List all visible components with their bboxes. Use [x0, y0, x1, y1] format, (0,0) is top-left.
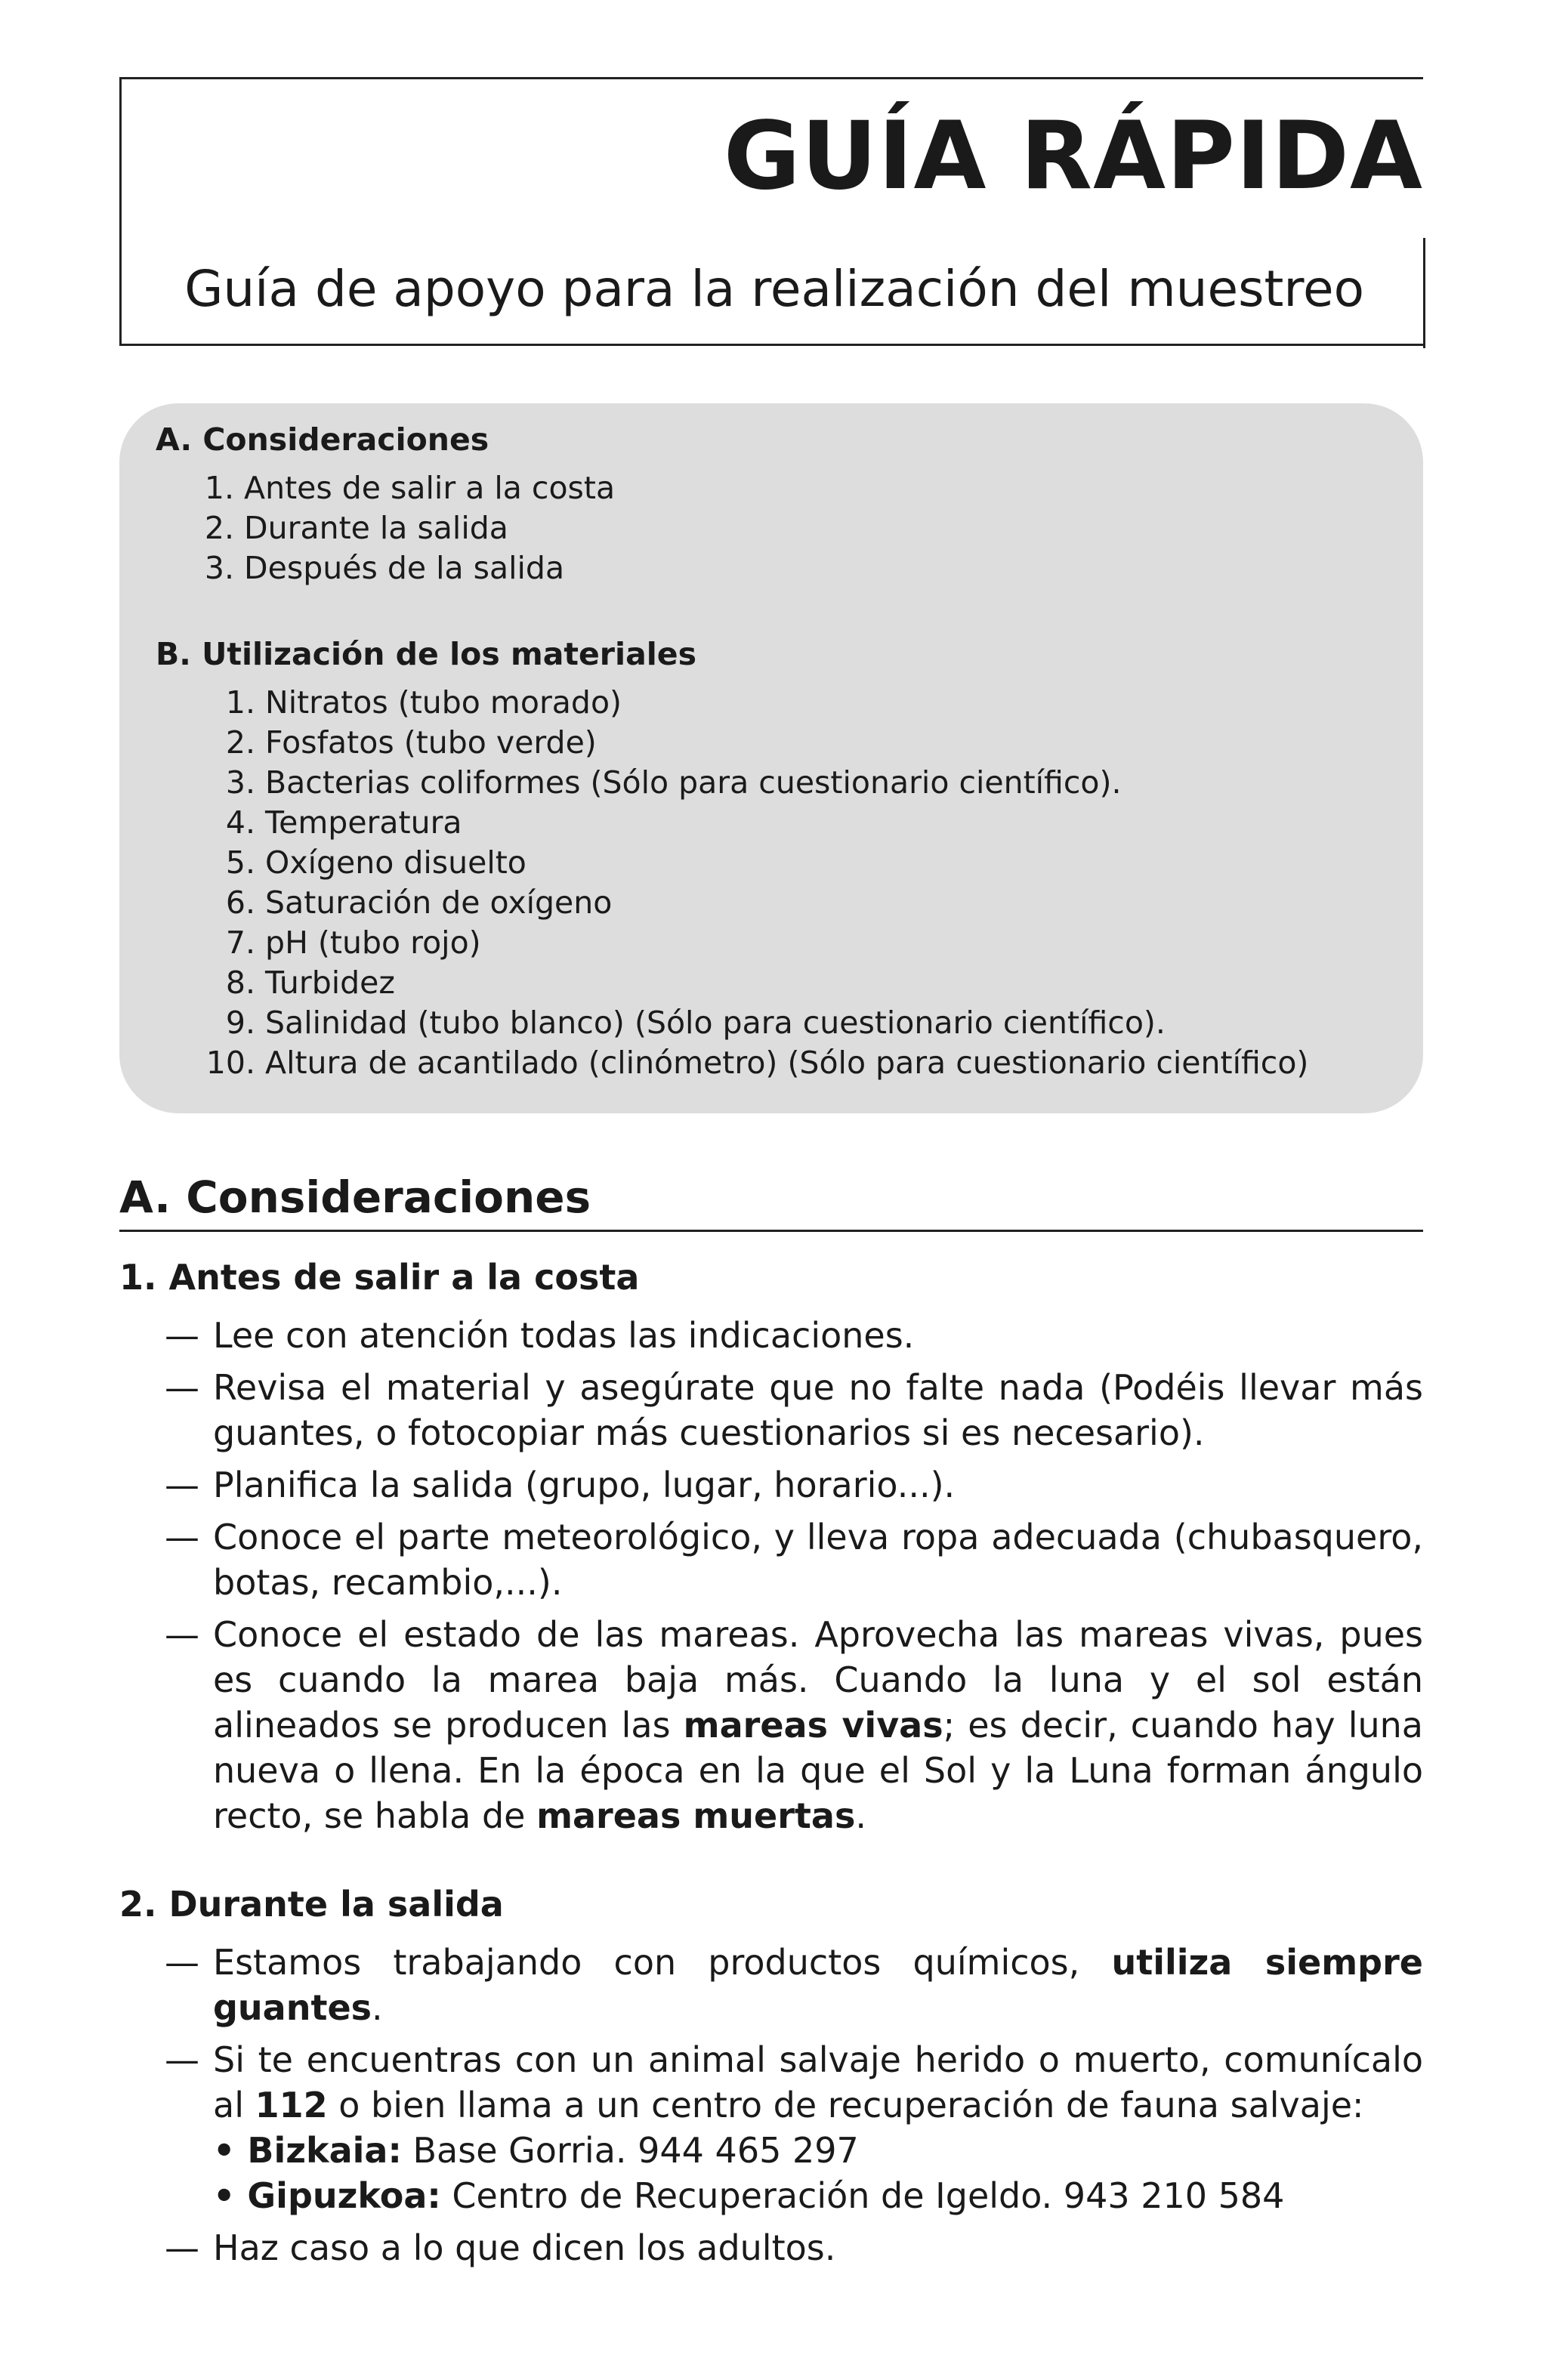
list-item: 2. Fosfatos (tubo verde) [225, 724, 597, 761]
subsection-title-2: 2. Durante la salida [119, 1884, 504, 1925]
title-box-right-line [1423, 238, 1425, 348]
page-title: GUÍA RÁPIDA [723, 102, 1423, 211]
page-subtitle: Guía de apoyo para la realización del muestreo [184, 260, 1364, 318]
section-title: A. Consideraciones [119, 1175, 1423, 1232]
dash-marker: — [165, 2039, 199, 2080]
list-item: — Si te encuentras con un animal salvaje herido o muerto, comunícalo al 112 o bien llama a un centro de recuperación de fauna salvaje: • Bizkaia: Base Gorria. 944 465 297 • Gipuzkoa: Centro de Recuperación de Igeldo. 943 210 584 [165, 2037, 1423, 2218]
contact-gipuzkoa: • Gipuzkoa: Centro de Recuperación de Igeldo. 943 210 584 [213, 2175, 1285, 2216]
list-item: 8. Turbidez [225, 965, 395, 1001]
list-item: 1. Nitratos (tubo morado) [225, 684, 622, 721]
list-item: 2. Durante la salida [204, 510, 508, 546]
list-item: 3. Después de la salida [204, 550, 565, 586]
dash-marker: — [165, 1315, 199, 1356]
list-item: 7. pH (tubo rojo) [225, 925, 481, 961]
list-item: — Planifica la salida (grupo, lugar, horario...). [165, 1462, 1423, 1508]
list-item: — Lee con atención todas las indicaciones. [165, 1313, 1423, 1358]
subsection-title-1: 1. Antes de salir a la costa [119, 1257, 640, 1298]
list-item: — Estamos trabajando con productos químicos, utiliza siempre guantes. [165, 1940, 1423, 2030]
summary-box [119, 403, 1423, 1113]
list-item: — Conoce el estado de las mareas. Aprovecha las mareas vivas, pues es cuando la marea baja más. Cuando la luna y el sol están alineados se producen las mareas vivas; es decir, cuando hay luna nueva o llena. En la época en la que el Sol y la Luna forman ángulo recto, se habla de mareas muertas. [165, 1612, 1423, 1838]
summary-heading-a: A. Consideraciones [156, 421, 489, 458]
dash-marker: — [165, 2227, 199, 2268]
list-item: 4. Temperatura [225, 804, 462, 841]
bullet-list-1 [165, 1313, 1423, 1845]
contact-bizkaia: • Bizkaia: Base Gorria. 944 465 297 [213, 2130, 859, 2171]
list-item: 3. Bacterias coliformes (Sólo para cuestionario científico). [225, 764, 1122, 801]
summary-list-b [201, 683, 1308, 1083]
title-box [119, 77, 1423, 346]
list-item: 5. Oxígeno disuelto [225, 844, 526, 881]
bullet-list-2 [165, 1940, 1423, 2277]
summary-list-a [201, 468, 615, 588]
dash-marker: — [165, 1942, 199, 1983]
dash-marker: — [165, 1465, 199, 1505]
list-item: — Haz caso a lo que dicen los adultos. [165, 2225, 1423, 2270]
summary-heading-b: B. Utilización de los materiales [156, 636, 696, 672]
dash-marker: — [165, 1367, 199, 1408]
contact-list [213, 2128, 1423, 2218]
list-item: — Revisa el material y asegúrate que no falte nada (Podéis llevar más guantes, o fotocopiar más cuestionarios si es necesario). [165, 1365, 1423, 1455]
list-item: 9. Salinidad (tubo blanco) (Sólo para cuestionario científico). [225, 1005, 1166, 1041]
list-item: 10. Altura de acantilado (clinómetro) (Sólo para cuestionario científico) [205, 1045, 1309, 1081]
dash-marker: — [165, 1517, 199, 1557]
list-item: 1. Antes de salir a la costa [204, 470, 616, 506]
list-item: 6. Saturación de oxígeno [225, 884, 613, 921]
list-item: — Conoce el parte meteorológico, y lleva ropa adecuada (chubasquero, botas, recambio,...). [165, 1514, 1423, 1605]
dash-marker: — [165, 1614, 199, 1655]
